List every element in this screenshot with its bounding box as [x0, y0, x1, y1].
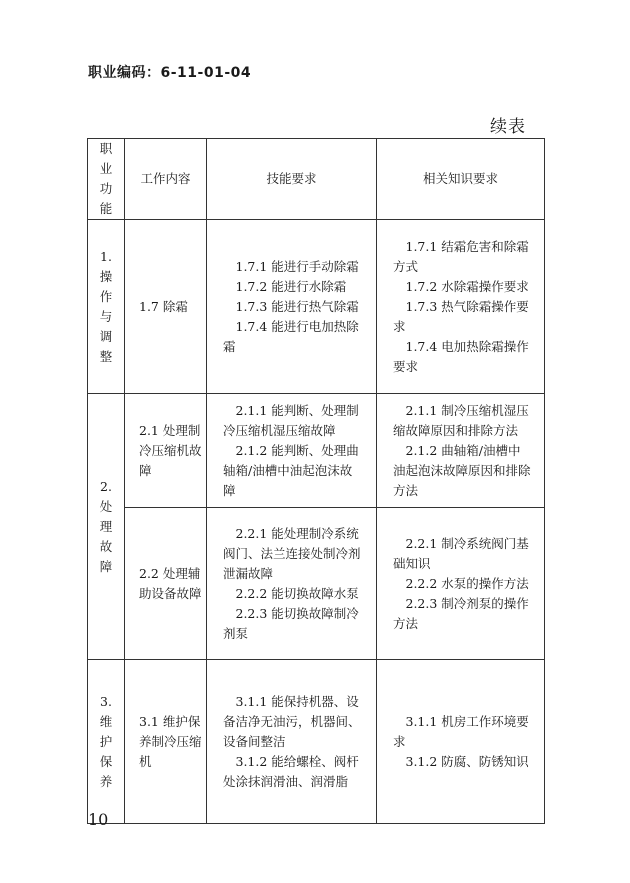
skill-item: 3.1.1 能保持机器、设备洁净无油污，机器间、设备间整洁 [223, 693, 361, 749]
table-header-row [88, 139, 545, 220]
header-knowledge-requirements: 相关知识要求 [377, 139, 545, 220]
skill-item: 2.2.3 能切换故障制冷剂泵 [223, 605, 359, 641]
skill-item: 2.2.1 能处理制冷系统阀门、法兰连接处制冷剂泄漏故障 [223, 525, 361, 581]
skill-item: 1.7.2 能进行水除霜 [235, 278, 347, 294]
skill-item: 1.7.4 能进行电加热除霜 [223, 318, 359, 354]
table-row [88, 660, 545, 824]
header-work-content: 工作内容 [125, 139, 207, 220]
table-row [88, 508, 545, 660]
page-number: 10 [88, 810, 109, 829]
skills-cell [207, 508, 377, 660]
function-cell [88, 660, 125, 824]
function-cell [88, 220, 125, 394]
skill-item: 2.1.1 能判断、处理制冷压缩机湿压缩故障 [223, 402, 359, 438]
table-row [88, 220, 545, 394]
knowledge-item: 3.1.2 防腐、防锈知识 [405, 753, 529, 769]
function-name: 维护保养 [99, 713, 113, 789]
skills-table [87, 138, 544, 788]
function-name: 处理故障 [99, 498, 113, 574]
continued-label: 续表 [490, 117, 526, 137]
knowledge-cell [377, 220, 545, 394]
knowledge-item: 2.2.2 水泵的操作方法 [405, 575, 529, 591]
work-content-cell: 3.1 维护保养制冷压缩机 [125, 660, 207, 824]
skills-cell [207, 220, 377, 394]
knowledge-item: 1.7.1 结霜危害和除霜方式 [393, 238, 529, 274]
knowledge-item: 1.7.2 水除霜操作要求 [405, 278, 529, 294]
work-content-cell: 1.7 除霜 [125, 220, 207, 394]
table-row [88, 394, 545, 508]
header-skill-requirements: 技能要求 [207, 139, 377, 220]
knowledge-item: 1.7.3 热气除霜操作要求 [393, 298, 529, 334]
knowledge-item: 1.7.4 电加热除霜操作要求 [393, 338, 529, 374]
knowledge-item: 2.2.3 制冷剂泵的操作方法 [393, 595, 529, 631]
function-number: 3. [100, 693, 112, 709]
skills-cell [207, 660, 377, 824]
work-content-cell: 2.2 处理辅助设备故障 [125, 508, 207, 660]
skill-item: 3.1.2 能给螺栓、阀杆处涂抹润滑油、润滑脂 [223, 753, 359, 789]
header-function: 职业功能 [88, 139, 125, 220]
knowledge-cell [377, 508, 545, 660]
knowledge-cell [377, 660, 545, 824]
work-content-cell: 2.1 处理制冷压缩机故障 [125, 394, 207, 508]
skill-item: 1.7.1 能进行手动除霜 [235, 258, 359, 274]
function-number: 2. [100, 478, 112, 494]
skills-cell [207, 394, 377, 508]
skill-item: 1.7.3 能进行热气除霜 [235, 298, 359, 314]
function-cell [88, 394, 125, 660]
occupation-code: 职业编码：6-11-01-04 [88, 65, 252, 81]
function-number: 1. [100, 248, 112, 264]
knowledge-item: 2.1.2 曲轴箱/油槽中油起泡沫故障原因和排除方法 [393, 442, 531, 498]
skill-item: 2.1.2 能判断、处理曲轴箱/油槽中油起泡沫故障 [223, 442, 359, 498]
knowledge-item: 2.1.1 制冷压缩机湿压缩故障原因和排除方法 [393, 402, 529, 438]
skill-item: 2.2.2 能切换故障水泵 [235, 585, 359, 601]
function-name: 操作与调整 [99, 268, 113, 364]
knowledge-item: 3.1.1 机房工作环境要求 [393, 713, 529, 749]
knowledge-item: 2.2.1 制冷系统阀门基础知识 [393, 535, 529, 571]
knowledge-cell [377, 394, 545, 508]
